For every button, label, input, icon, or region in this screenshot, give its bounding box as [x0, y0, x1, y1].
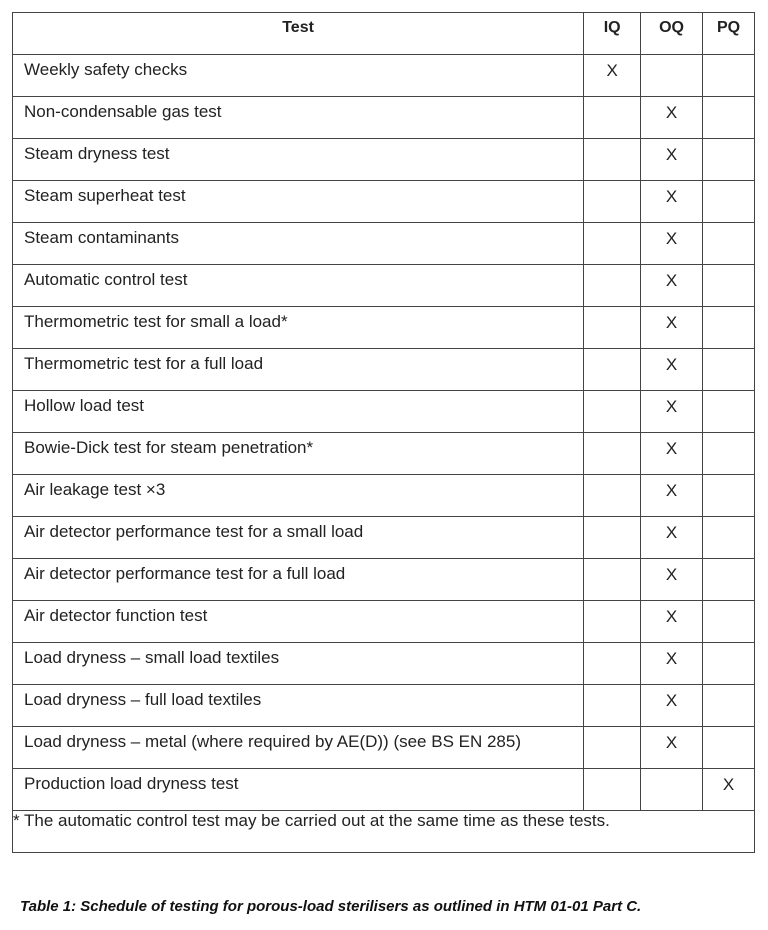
iq-mark [584, 559, 641, 601]
oq-mark: X [641, 559, 703, 601]
pq-mark [703, 685, 755, 727]
test-name: Load dryness – full load textiles [13, 685, 584, 727]
test-name: Weekly safety checks [13, 55, 584, 97]
iq-mark [584, 517, 641, 559]
pq-mark [703, 517, 755, 559]
footnote-row [13, 811, 755, 853]
pq-mark [703, 433, 755, 475]
pq-mark [703, 559, 755, 601]
pq-mark [703, 349, 755, 391]
pq-mark [703, 643, 755, 685]
pq-mark [703, 181, 755, 223]
iq-mark [584, 433, 641, 475]
test-name: Automatic control test [13, 265, 584, 307]
oq-mark: X [641, 139, 703, 181]
pq-mark [703, 55, 755, 97]
oq-mark [641, 769, 703, 811]
table-row [13, 97, 755, 139]
oq-mark: X [641, 181, 703, 223]
pq-mark [703, 97, 755, 139]
table-row [13, 769, 755, 811]
pq-mark [703, 223, 755, 265]
oq-mark: X [641, 97, 703, 139]
table-row [13, 139, 755, 181]
iq-mark [584, 727, 641, 769]
table-row [13, 727, 755, 769]
oq-mark: X [641, 685, 703, 727]
table-row [13, 307, 755, 349]
iq-mark [584, 181, 641, 223]
iq-mark [584, 349, 641, 391]
table-row [13, 433, 755, 475]
test-name: Load dryness – small load textiles [13, 643, 584, 685]
header-oq: OQ [641, 13, 703, 55]
pq-mark [703, 601, 755, 643]
footnote: * The automatic control test may be carried out at the same time as these tests. [13, 811, 755, 853]
oq-mark: X [641, 307, 703, 349]
table-header-row [13, 13, 755, 55]
table-row [13, 391, 755, 433]
header-iq: IQ [584, 13, 641, 55]
test-name: Thermometric test for a full load [13, 349, 584, 391]
table-row [13, 349, 755, 391]
header-pq: PQ [703, 13, 755, 55]
oq-mark: X [641, 265, 703, 307]
test-name: Bowie-Dick test for steam penetration* [13, 433, 584, 475]
iq-mark [584, 223, 641, 265]
pq-mark [703, 139, 755, 181]
oq-mark: X [641, 223, 703, 265]
oq-mark: X [641, 643, 703, 685]
table-row [13, 643, 755, 685]
iq-mark [584, 307, 641, 349]
test-name: Steam superheat test [13, 181, 584, 223]
oq-mark: X [641, 391, 703, 433]
test-name: Air detector performance test for a small load [13, 517, 584, 559]
test-name: Production load dryness test [13, 769, 584, 811]
table-row [13, 265, 755, 307]
oq-mark: X [641, 727, 703, 769]
iq-mark [584, 769, 641, 811]
table-row [13, 181, 755, 223]
oq-mark: X [641, 433, 703, 475]
iq-mark [584, 391, 641, 433]
table-row [13, 475, 755, 517]
iq-mark [584, 643, 641, 685]
pq-mark [703, 727, 755, 769]
test-name: Air detector performance test for a full load [13, 559, 584, 601]
table-row [13, 601, 755, 643]
oq-mark: X [641, 601, 703, 643]
iq-mark [584, 139, 641, 181]
iq-mark [584, 601, 641, 643]
header-test: Test [13, 13, 584, 55]
table-row [13, 685, 755, 727]
oq-mark [641, 55, 703, 97]
testing-schedule-table [12, 12, 755, 853]
pq-mark [703, 475, 755, 517]
iq-mark [584, 475, 641, 517]
table-row [13, 55, 755, 97]
test-name: Air detector function test [13, 601, 584, 643]
iq-mark [584, 685, 641, 727]
test-name: Air leakage test ×3 [13, 475, 584, 517]
table-row [13, 517, 755, 559]
iq-mark [584, 97, 641, 139]
table-row [13, 223, 755, 265]
oq-mark: X [641, 517, 703, 559]
pq-mark [703, 307, 755, 349]
test-name: Non-condensable gas test [13, 97, 584, 139]
table-row [13, 559, 755, 601]
test-name: Steam contaminants [13, 223, 584, 265]
test-name: Thermometric test for small a load* [13, 307, 584, 349]
iq-mark [584, 265, 641, 307]
iq-mark: X [584, 55, 641, 97]
pq-mark: X [703, 769, 755, 811]
test-name: Steam dryness test [13, 139, 584, 181]
table-caption: Table 1: Schedule of testing for porous-load sterilisers as outlined in HTM 01-01 Part C. [20, 898, 642, 915]
pq-mark [703, 391, 755, 433]
pq-mark [703, 265, 755, 307]
test-name: Hollow load test [13, 391, 584, 433]
oq-mark: X [641, 475, 703, 517]
test-name: Load dryness – metal (where required by AE(D)) (see BS EN 285) [13, 727, 584, 769]
oq-mark: X [641, 349, 703, 391]
